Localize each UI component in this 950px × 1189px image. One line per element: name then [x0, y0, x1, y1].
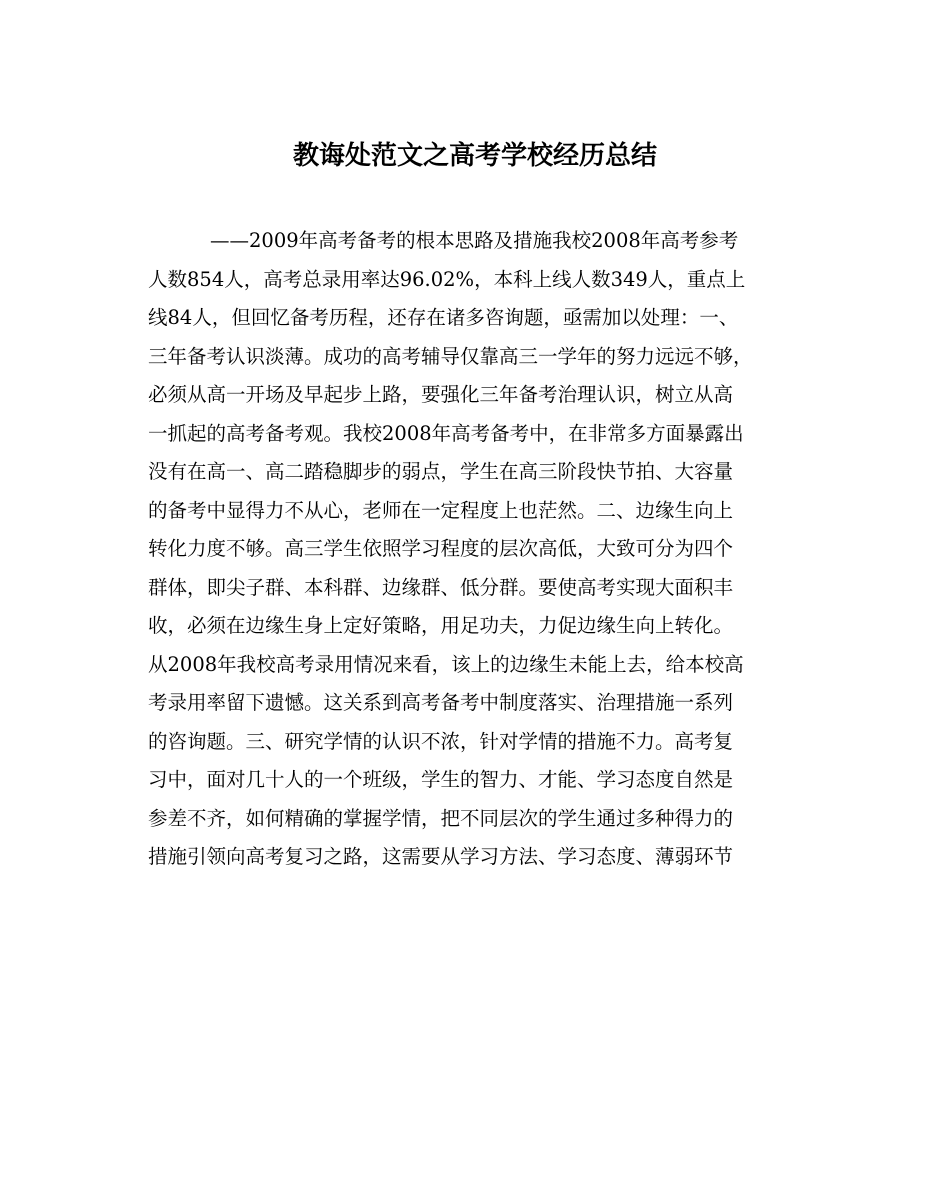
- body-line: 人数854人，高考总录用率达96.02%，本科上线人数349人，重点上: [148, 267, 746, 291]
- body-line: 措施引领向高考复习之路，这需要从学习方法、学习态度、薄弱环节: [148, 845, 734, 868]
- body-line: 线84人，但回忆备考历程，还存在诸多咨询题，亟需加以处理：一、: [148, 306, 739, 329]
- body-line: 转化力度不够。高三学生依照学习程度的层次高低，大致可分为四个: [148, 537, 734, 560]
- body-line: 没有在高一、高二踏稳脚步的弱点，学生在高三阶段快节拍、大容量: [148, 460, 734, 483]
- body-line: 收，必须在边缘生身上定好策略，用足功夫，力促边缘生向上转化。: [148, 614, 734, 637]
- body-line: 群体，即尖子群、本科群、边缘群、低分群。要使高考实现大面积丰: [148, 575, 734, 599]
- body-line: 一抓起的高考备考观。我校2008年高考备考中，在非常多方面暴露出: [148, 421, 744, 445]
- document-title: 教诲处范文之高考学校经历总结: [292, 141, 657, 171]
- body-line: 习中，面对几十人的一个班级，学生的智力、才能、学习态度自然是: [148, 768, 734, 791]
- body-line: 必须从高一开场及早起步上路，要强化三年备考治理认识，树立从高: [148, 383, 734, 406]
- body-line: 的备考中显得力不从心，老师在一定程度上也茫然。二、边缘生向上: [148, 498, 734, 522]
- document-body: [148, 222, 808, 877]
- body-line: ——2009年高考备考的根本思路及措施我校2008年高考参考: [210, 229, 739, 252]
- body-line: 的咨询题。三、研究学情的认识不浓，针对学情的措施不力。高考复: [148, 729, 734, 753]
- body-line: 考录用率留下遗憾。这关系到高考备考中制度落实、治理措施一系列: [148, 691, 734, 714]
- body-line: 从2008年我校高考录用情况来看，该上的边缘生未能上去，给本校高: [148, 652, 744, 676]
- body-line: 参差不齐，如何精确的掌握学情，把不同层次的学生通过多种得力的: [148, 806, 734, 830]
- body-line: 三年备考认识淡薄。成功的高考辅导仅靠高三一学年的努力远远不够，: [148, 344, 753, 368]
